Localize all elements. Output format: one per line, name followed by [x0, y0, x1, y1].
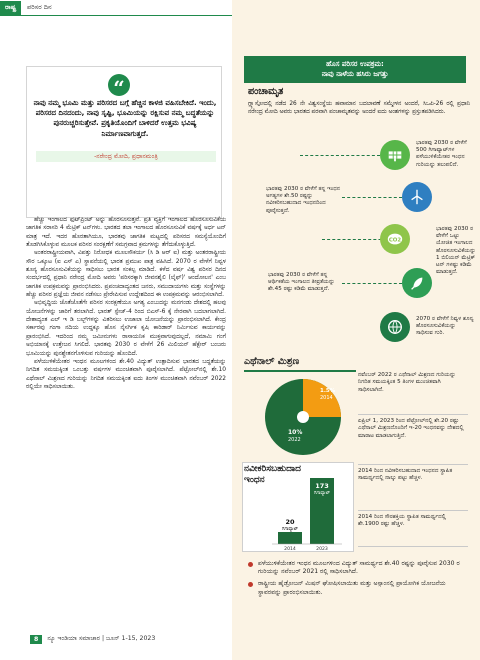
quote-text: ನಾವು ನಮ್ಮ ಭೂಮಿ ಮತ್ತು ಪರಿಸರದ ಬಗ್ಗೆ ಹೆಚ್ಚಿನ ಕಾಳಜಿ ವಹಿಸಬೇಕಿದೆ. ಇಂದು, ಪರಿಸರದ ದಿನದಂದು, ನಾವು ಸೃಷ್ಟಿ, ಭೂಮಿಯನ್ನು ರಕ್ಷಿಸುವ ನಮ್ಮ ಬದ್ಧತೆಯನ್ನು ಪುನರುಚ್ಚರಿಸುತ್ತೇವೆ. ಪ್ರಕೃತಿಯೊಂದಿಗೆ ಬಾಳಿದರೆ ಉತ್ತಮ ಭವಿಷ್ಯ ನಿರ್ಮಾಣವಾಗುತ್ತದೆ. — [33, 98, 217, 138]
target-1: ಭಾರತವು 2030 ರ ವೇಳೆಗೆ 500 ಗಿಗಾವ್ಯಾಟ್‌ಗಳ ಪಳೆಯುಳಿಕೆಯೇತರ ಇಂಧನ ಗುರಿಯನ್ನು ತಲುಪಲಿದೆ. — [416, 140, 467, 168]
list-item: ರಾಷ್ಟ್ರೀಯ ಹೈಡ್ರೋಜನ್ ಮಿಷನ್ ಘೋಷಿಸಲಾಯಿತು ಮತ್ತು ಅಸ್ಸಾಂನಲ್ಲಿ ಪ್ರಾಯೋಗಿಕ ಯೋಜನೆಯ ಸ್ಥಾವರವನ್ನು ಪ್ರಾರಂಭಿಸಲಾಯಿತು. — [248, 580, 470, 596]
renewable-note-1: 2014 ರಿಂದ ನವೀಕರಿಸಬಹುದಾದ ಇಂಧನದ ಸ್ಥಾಪಿತ ಸಾಮರ್ಥ್ಯದಲ್ಲಿ ನಾಲ್ಕು ಪಟ್ಟು ಹೆಚ್ಚಳ. — [358, 468, 453, 482]
connector — [300, 155, 380, 156]
target-2: ಭಾರತವು 2030 ರ ವೇಳೆಗೆ ತನ್ನ ಇಂಧನ ಅಗತ್ಯಗಳ ಶೇ.50 ರಷ್ಟನ್ನು ನವೀಕರಿಸಬಹುದಾದ ಇಂಧನದಿಂದ ಪೂರೈಸುತ್ತದೆ. — [266, 186, 340, 214]
bar-2023-unit: ಗಿಗಾವ್ಯಾಟ್ — [314, 491, 330, 496]
article-body — [26, 216, 226, 391]
bar-2023-value: 173 — [315, 482, 329, 490]
ethanol-title: ಎಥೆನಾಲ್ ಮಿಶ್ರಣ — [244, 356, 300, 367]
co2-icon — [380, 224, 410, 254]
slice-big-value: 10% — [288, 429, 303, 436]
right-column — [232, 0, 480, 660]
magazine-info: ನ್ಯೂ ಇಂಡಿಯಾ ಸಮಾಚಾರ | ಜೂನ್ 1-15, 2023 — [47, 635, 156, 642]
solar-panel-icon — [380, 140, 410, 170]
paragraph: ಅಂತರರಾಷ್ಟ್ರೀಯವಾಗಿ, ವಿಪತ್ತು ನಿರೋಧಕ ಮೂಲಸೌಕರ್ಯ (ಸಿ ಡಿ ಆರ್ ಐ) ಮತ್ತು ಅಂತರರಾಷ್ಟ್ರೀಯ ಸೌರ ಒಕ್ಕೂಟ (ಐ ಎಸ್ ಎ) ಸ್ಥಾಪನೆಯಲ್ಲಿ ಭಾರತ ಪ್ರಮುಖ ಪಾತ್ರ ವಹಿಸಿದೆ. 2070 ರ ವೇಳೆಗೆ ನಿವ್ವಳ ಶೂನ್ಯ ಹೊರಸೂಸುವಿಕೆಯನ್ನು ಸಾಧಿಸಲು ಭಾರತ ಸಂಕಲ್ಪ ಮಾಡಿದೆ. ಕಳೆದ ವರ್ಷ ವಿಶ್ವ ಪರಿಸರ ದಿನದ ಸಂದರ್ಭದಲ್ಲಿ ಪ್ರಧಾನಿ ನರೇಂದ್ರ ಮೋದಿ ಅವರು 'ಪರಿಸರಕ್ಕಾಗಿ ಜೀವನಶೈಲಿ (ಲೈಫ್)' ಆಂದೋಲನ' ಎಂಬ ಜಾಗತಿಕ ಉಪಕ್ರಮವನ್ನು ಪ್ರಾರಂಭಿಸಿದರು. ಪ್ರಪಂಚದಾದ್ಯಂತದ ಜನರು, ಸಮುದಾಯಗಳು ಮತ್ತು ಸಂಸ್ಥೆಗಳನ್ನು ಹೆಚ್ಚು ಪರಿಸರ ಪ್ರಜ್ಞೆಯ ಜೀವನ ನಡೆಸಲು ಪ್ರೇರೇಪಿಸುವ ಉದ್ದೇಶದಿಂದ ಈ ಉಪಕ್ರಮವನ್ನು ಆರಂಭಿಸಲಾಗಿದೆ. — [26, 250, 226, 299]
paragraph: ಪಳೆಯುಳಿಕೆಯೇತರ ಇಂಧನ ಮೂಲಗಳಿಂದ ಶೇ.40 ವಿದ್ಯುತ್ ಉತ್ಪಾದಿಸುವ ಭಾರತದ ಬದ್ಧತೆಯನ್ನು ನಿಗದಿತ ಸಮಯಕ್ಕಿಂತ ಒಂಬತ್ತು ವರ್ಷಗಳ ಮುಂಚಿತವಾಗಿ ಪೂರೈಸಲಾಗಿದೆ. ಪೆಟ್ರೋಲ್‌ನಲ್ಲಿ ಶೇ.10 ಎಥೆನಾಲ್ ಮಿಶ್ರಣದ ಗುರಿಯನ್ನು ನಿಗದಿತ ಸಮಯಕ್ಕಿಂತ ಐದು ತಿಂಗಳ ಮುಂಚಿತವಾಗಿ ನವೆಂಬರ್ 2022 ರಲ್ಲಿಯೇ ಸಾಧಿಸಲಾಯಿತು. — [26, 358, 226, 390]
banner-line-1: ಹೊಸ ಪರಿಸರ ಉಪಕ್ರಮ: — [326, 60, 384, 68]
bar-2014 — [278, 532, 302, 544]
ethanol-donut-chart — [258, 372, 348, 462]
section-label: ರಾಷ್ಟ್ರ — [0, 1, 21, 15]
section-banner — [244, 56, 466, 83]
target-3: ಭಾರತವು 2030 ರ ವೇಳೆಗೆ ಒಟ್ಟು ಯೋಜಿತ ಇಂಗಾಲದ ಹೊರಸೂಸುವಿಕೆಯನ್ನು 1 ಬಿಲಿಯನ್ ಮೆಟ್ರಿಕ್ ಟನ್ ಗಳಷ್ಟು ಕಡಿಮೆ ಮಾಡುತ್ತದೆ. — [436, 226, 476, 276]
divider — [358, 464, 468, 465]
page-footer — [0, 633, 232, 645]
left-column — [0, 16, 232, 660]
page-header — [0, 0, 232, 16]
ethanol-note-2: ಏಪ್ರಿಲ್ 1, 2023 ರಿಂದ ಪೆಟ್ರೋಲ್‌ನಲ್ಲಿ ಶೇ.20 ರಷ್ಟು ಎಥೆನಾಲ್ ಮಿಶ್ರಣದೊಂದಿಗೆ ಇ-20 ಇಂಧನವನ್ನು ದೇಶದಲ್ಲಿ ಮಾರಾಟ ಮಾಡಲಾಗುತ್ತಿದೆ. — [358, 414, 468, 440]
paragraph: ಹೆಚ್ಚು ಇಂಗಾಲದ ಫುಟ್‌ಪ್ರಿಂಟ್ ಅನ್ನು ಹೊರಸೂಸುತ್ತವೆ. ಪ್ರತಿ ವ್ಯಕ್ತಿಗೆ ಇಂಗಾಲದ ಹೊರಸೂಸುವಿಕೆಯ ಜಾಗತಿಕ ಸರಾಸರಿ 4 ಮೆಟ್ರಿಕ್ ಟನ್‌ಗಳು. ಭಾರತದ ತಲಾ ಇಂಗಾಲದ ಹೊರಸೂಸುವಿಕೆ ವರ್ಷಕ್ಕೆ ಅರ್ಧ ಟನ್ ಮಾತ್ರ ಇದೆ. ಇದರ ಹೊರತಾಗಿಯೂ, ಭಾರತವು ಜಾಗತಿಕ ಮಟ್ಟದಲ್ಲಿ ಪರಿಸರದ ಸಮಸ್ಯೆಯೊಂದಿಗೆ ತೊಡಗಿಸಿಕೊಳ್ಳುವ ಮೂಲಕ ಪರಿಸರ ಸಂರಕ್ಷಣೆಗೆ ಸಮಗ್ರವಾದ ಕ್ರಮಗಳನ್ನು ತೆಗೆದುಕೊಳ್ಳುತ್ತಿದೆ. — [26, 217, 226, 249]
banner-line-2: ನಾವು ನಾಳೆಯ ಹಸಿರು ಜಗತ್ತು — [321, 70, 389, 78]
donut-hole — [297, 411, 309, 423]
slice-small-year: 2014 — [320, 395, 333, 401]
highlights-list — [248, 560, 470, 601]
divider — [358, 510, 468, 511]
target-5: 2070 ರ ವೇಳೆಗೆ ನಿವ್ವಳ ಶೂನ್ಯ ಹೊರಸೂಸುವಿಕೆಯನ್ನು ಸಾಧಿಸುವ ಗುರಿ. — [416, 316, 474, 337]
bar-2014-unit: ಗಿಗಾವ್ಯಾಟ್ — [282, 527, 298, 532]
panchamrita-intro: ಗ್ಲ್ಯಾಸ್ಗೋದಲ್ಲಿ ನಡೆದ 26 ನೇ ವಿಶ್ವಸಂಸ್ಥೆಯ ಹವಾಮಾನ ಬದಲಾವಣೆ ಸಮ್ಮೇಳನ ಅಂದರೆ, ಸಿಒಪಿ-26 ರಲ್ಲಿ ಪ್ರಧಾನಿ ನರೇಂದ್ರ ಮೋದಿ ಅವರು ಭಾರತದ ಪರವಾಗಿ ಪಂಚಾಮೃತವನ್ನು ಅಂದರೆ ಐದು ಅಂಶಗಳನ್ನು ಪ್ರಸ್ತುತಪಡಿಸಿದರು. — [248, 101, 470, 115]
plug-leaf-icon — [402, 268, 432, 298]
connector — [342, 283, 402, 284]
divider — [358, 546, 468, 547]
renewable-bar-chart — [272, 474, 342, 550]
paragraph: ಅಭಿವೃದ್ಧಿಯ ಜೊತೆಜೊತೆಗೇ ಪರಿಸರ ಸಂರಕ್ಷಣೆಯೂ ಅಗತ್ಯ ಎಂಬುದನ್ನು ಮನಗಂಡು ದೇಶದಲ್ಲಿ ಹಲವು ಯೋಜನೆಗಳನ್ನು ಜಾರಿಗೆ ತರಲಾಗಿದೆ. ಭಾರತ್ ಸ್ಟೇಜ್-4 ರಿಂದ ಬಿಎಸ್-6 ಕ್ಕೆ ನೇರವಾಗಿ ಬದಲಾಗಲಾಗಿದೆ. ದೇಶಾದ್ಯಂತ ಎಲ್ ಇ ಡಿ ಬಲ್ಬ್‌ಗಳನ್ನು ವಿತರಿಸಲು ಉಜಾಲಾ ಯೋಜನೆಯನ್ನು ಪ್ರಾರಂಭಿಸಲಾಗಿದೆ. ಕೇಂದ್ರ ಸರ್ಕಾರವು ಗಂಗಾ ನದಿಯ ಉದ್ದಕ್ಕೂ ಹೊಸ ನೈಸರ್ಗಿಕ ಕೃಷಿ ಕಾರಿಡಾರ್ ನಿರ್ಮಿಸುವ ಕಾರ್ಯವನ್ನು ಪ್ರಾರಂಭಿಸಿದೆ. ಇದರಿಂದ ನಮ್ಮ ಜಮೀನುಗಳು ರಾಸಾಯನಿಕ ಮುಕ್ತವಾಗುವುದಲ್ಲದೆ, ನಮಾಮಿ ಗಂಗೆ ಅಭಿಯಾನಕ್ಕೆ ಉತ್ತೇಜನ ಸಿಗಲಿದೆ. ಭಾರತವು 2030 ರ ವೇಳೆಗೆ 26 ಮಿಲಿಯನ್ ಹೆಕ್ಟೇರ್ ಬಂಜರು ಭೂಮಿಯನ್ನು ಪುನಶ್ಚೇತನಗೊಳಿಸುವ ಗುರಿಯನ್ನು ಹೊಂದಿದೆ. — [26, 300, 226, 357]
bar-2014-year: 2014 — [284, 547, 296, 550]
subsection-label: ಪರಿಸರ ದಿನ — [26, 3, 52, 11]
svg-text:CO2: CO2 — [388, 237, 402, 244]
renewable-title-line-2: ಇಂಧನ — [244, 475, 265, 485]
renewable-note-2: 2014 ರಿಂದ ಸೌರಶಕ್ತಿಯ ಸ್ಥಾಪಿತ ಸಾಮರ್ಥ್ಯದಲ್ಲಿ ಶೇ.1900 ರಷ್ಟು ಹೆಚ್ಚಳ. — [358, 514, 447, 528]
globe-leaf-icon — [380, 312, 410, 342]
bar-2014-value: 20 — [285, 518, 295, 526]
quote-author: -ನರೇಂದ್ರ ಮೋದಿ, ಪ್ರಧಾನಮಂತ್ರಿ — [36, 151, 216, 162]
page-number: 8 — [30, 635, 42, 644]
wind-turbine-icon — [402, 182, 432, 212]
slice-small-value: 1.5% — [320, 388, 336, 394]
renewable-title-line-1: ನವೀಕರಿಸಬಹುದಾದ — [244, 464, 301, 474]
bar-2023-year: 2023 — [316, 547, 328, 550]
panchamrita-title: ಪಂಚಾಮೃತ — [248, 86, 284, 97]
ethanol-note-1: ನವೆಂಬರ್ 2022 ರ ಎಥೆನಾಲ್ ಮಿಶ್ರಣದ ಗುರಿಯನ್ನು ನಿಗದಿತ ಸಮಯಕ್ಕಿಂತ 5 ತಿಂಗಳ ಮುಂಚಿತವಾಗಿ ಸಾಧಿಸಲಾಗಿದೆ. — [358, 372, 456, 393]
target-4: ಭಾರತವು 2030 ರ ವೇಳೆಗೆ ತನ್ನ ಆರ್ಥಿಕತೆಯ ಇಂಗಾಲದ ತೀವ್ರತೆಯನ್ನು ಶೇ.45 ರಷ್ಟು ಕಡಿಮೆ ಮಾಡುತ್ತದೆ. — [268, 272, 335, 293]
quote-icon: “ — [108, 74, 130, 96]
slice-big-year: 2022 — [288, 437, 301, 443]
connector — [342, 197, 402, 198]
list-item: ಪಳೆಯುಳಿಕೆಯೇತರ ಇಂಧನ ಮೂಲಗಳಿಂದ ವಿದ್ಯುತ್ ಸಾಮರ್ಥ್ಯದ ಶೇ.40 ರಷ್ಟನ್ನು ಪೂರೈಸುವ 2030 ರ ಗುರಿಯನ್ನು ನವೆಂಬರ್ 2021 ರಲ್ಲಿ ಸಾಧಿಸಲಾಗಿದೆ. — [248, 560, 470, 576]
